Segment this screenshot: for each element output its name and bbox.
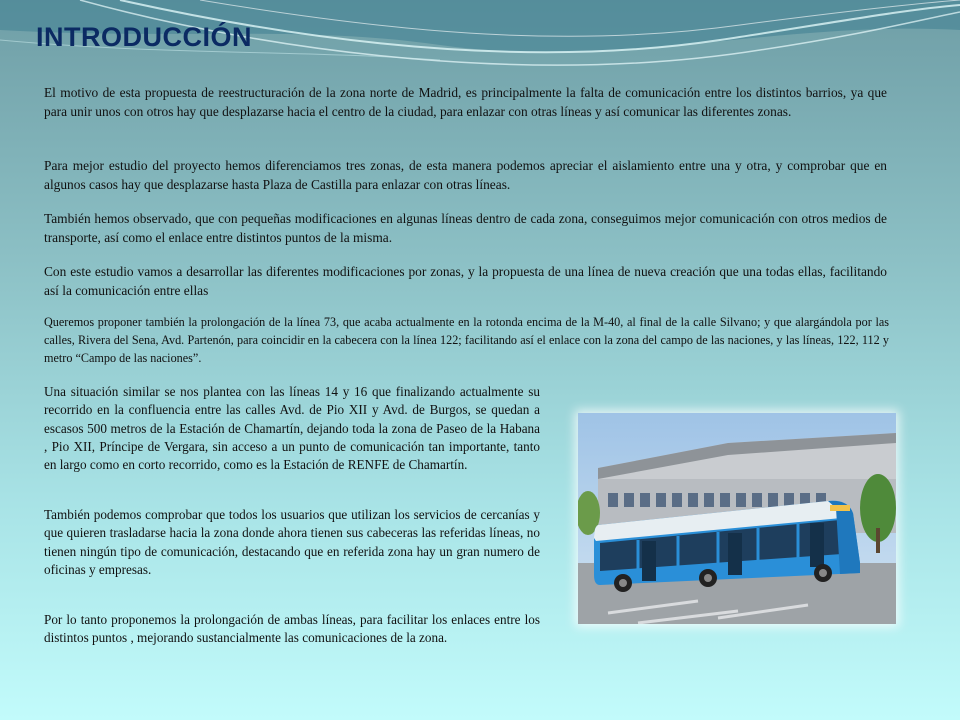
page-title: INTRODUCCIÓN [36,22,252,52]
paragraph-cercanias: También podemos comprobar que todos los usuarios que utilizan los servicios de cercanías y que quieren trasladarse hacia la zona donde ahora tienen sus cabeceras las referidas líneas, no tienen ningún tipo de comunicación, destacando que en referida zona hay un gran numero de oficinas y empresas. [44,507,540,577]
paragraph-observations: También hemos observado, que con pequeñas modificaciones en algunas líneas dentro de cada zona, conseguimos mejor comunicación con otros medios de transporte, así como el enlace entre distintos puntos de la misma. [44,211,887,245]
paragraph-motivation: El motivo de esta propuesta de reestructuración de la zona norte de Madrid, es principalmente la falta de comunicación entre los distintos barrios, ya que para unir unos con otros hay que desplazarse hacia el centro de la ciudad, para enlazar con otras líneas y así comunicar las diferentes zonas. [44,85,887,119]
paragraph-line-73: Queremos proponer también la prolongación de la línea 73, que acaba actualmente en la rotonda encima de la M-40, al final de la calle Silvano; y que alargándola por las calles, Rivera del Sena, Avd. Partenón, para coincidir en la cabecera con la línea 122; facilitando así el enlace con la zona del campo de las naciones, y las líneas, 122, 112 y metro “Campo de las naciones”. [44,315,889,365]
paragraph-proposal: Por lo tanto proponemos la prolongación de ambas líneas, para facilitar los enlaces entre los distintos puntos , mejorando sustancialmente las comunicaciones de la zona. [44,612,540,646]
paragraph-lines-14-16: Una situación similar se nos plantea con las líneas 14 y 16 que finalizando actualmente su recorrido en la confluencia entre las calles Avd. de Pio XII y Avd. de Burgos, se quedan a escasos 500 metros de la Estación de Chamartín, dejando toda la zona de Paseo de la Habana , Pio XII, Príncipe de Vergara, sin acceso a un punto de comunicación tan importante, tanto en largo como en corto recorrido, como es la Estación de RENFE de Chamartín. [44,384,540,473]
paragraph-zones: Para mejor estudio del proyecto hemos diferenciamos tres zonas, de esta manera podemos apreciar el aislamiento entre una y otra, y comprobar que en algunos casos hay que desplazarse hasta Plaza de Castilla para enlazar con otras líneas. [44,158,887,192]
bus-photo [578,413,896,624]
paragraph-study: Con este estudio vamos a desarrollar las diferentes modificaciones por zonas, y la propuesta de una línea de nueva creación que una todas ellas, facilitando así la comunicación entre ellas [44,264,887,298]
